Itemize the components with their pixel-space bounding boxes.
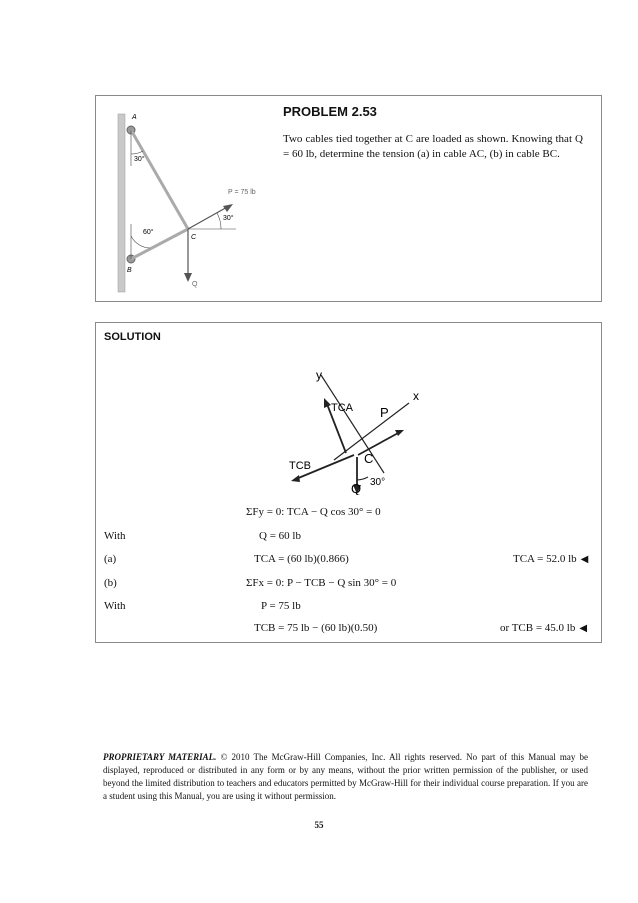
- problem-figure: [96, 96, 276, 301]
- page-number: 55: [314, 820, 324, 830]
- solution-box: [95, 322, 602, 643]
- fbd-p-label: P: [380, 405, 389, 420]
- problem-box: [95, 95, 602, 302]
- fbd-c-label: C: [364, 451, 374, 466]
- copyright-footer: [103, 751, 588, 803]
- part-b-label: (b): [104, 577, 117, 589]
- label-angle-b: 60°: [143, 229, 154, 236]
- footer-text: © 2010 The McGraw-Hill Companies, Inc. All rights reserved. No part of this Manual may be displayed, reproduced or distributed in any form or by any means, without the prior written permission of the publisher, or used beyond the limited distribution to teachers and educators permitted by McGraw-Hill for their individual course preparation. If you are a student using this Manual, you are using it without permission.: [103, 752, 588, 801]
- label-angle-a: 30°: [134, 156, 145, 163]
- fbd-tcb-label: TCB: [289, 460, 311, 472]
- fbd-x-label: x: [413, 389, 419, 403]
- with1-label: With: [104, 530, 126, 542]
- eq-sum-fy: ΣFy = 0: TCA − Q cos 30° = 0: [246, 506, 381, 518]
- eq-tca: TCA = (60 lb)(0.866): [254, 553, 349, 565]
- fbd-y-label: y: [316, 368, 322, 382]
- cable-bc: [131, 229, 188, 259]
- label-b: B: [127, 267, 132, 274]
- result-marker-icon: ◀: [580, 554, 589, 565]
- with2-label: With: [104, 600, 126, 612]
- label-c: C: [191, 234, 197, 241]
- label-p: P = 75 lb: [228, 189, 256, 196]
- eq-q-value: Q = 60 lb: [259, 530, 301, 542]
- result-tcb: or TCB = 45.0 lb ◀: [500, 622, 588, 634]
- label-angle-p: 30°: [223, 215, 234, 222]
- eq-sum-fx: ΣFx = 0: P − TCB − Q sin 30° = 0: [246, 577, 397, 589]
- fbd-q-label: Q: [351, 481, 362, 495]
- result-marker-icon: ◀: [579, 623, 588, 634]
- wall: [118, 114, 125, 292]
- result-tca: TCA = 52.0 lb ◀: [513, 553, 589, 565]
- free-body-diagram: [266, 345, 466, 495]
- fbd-angle-label: 30°: [370, 477, 386, 488]
- cable-ac: [131, 130, 188, 229]
- eq-p-value: P = 75 lb: [261, 600, 301, 612]
- label-q: Q: [192, 281, 198, 288]
- part-a-label: (a): [104, 553, 117, 565]
- y-axis: [321, 375, 384, 473]
- solution-title: SOLUTION: [104, 331, 161, 343]
- fbd-tca-label: TCA: [331, 402, 353, 414]
- eq-tcb: TCB = 75 lb − (60 lb)(0.50): [254, 622, 378, 634]
- problem-statement: Two cables tied together at C are loaded as shown. Knowing that Q = 60 lb, determine the tension (a) in cable AC, (b) in cable BC.: [283, 133, 583, 160]
- footer-label: PROPRIETARY MATERIAL.: [103, 752, 217, 762]
- problem-title: PROBLEM 2.53: [283, 104, 377, 119]
- label-a: A: [132, 114, 137, 121]
